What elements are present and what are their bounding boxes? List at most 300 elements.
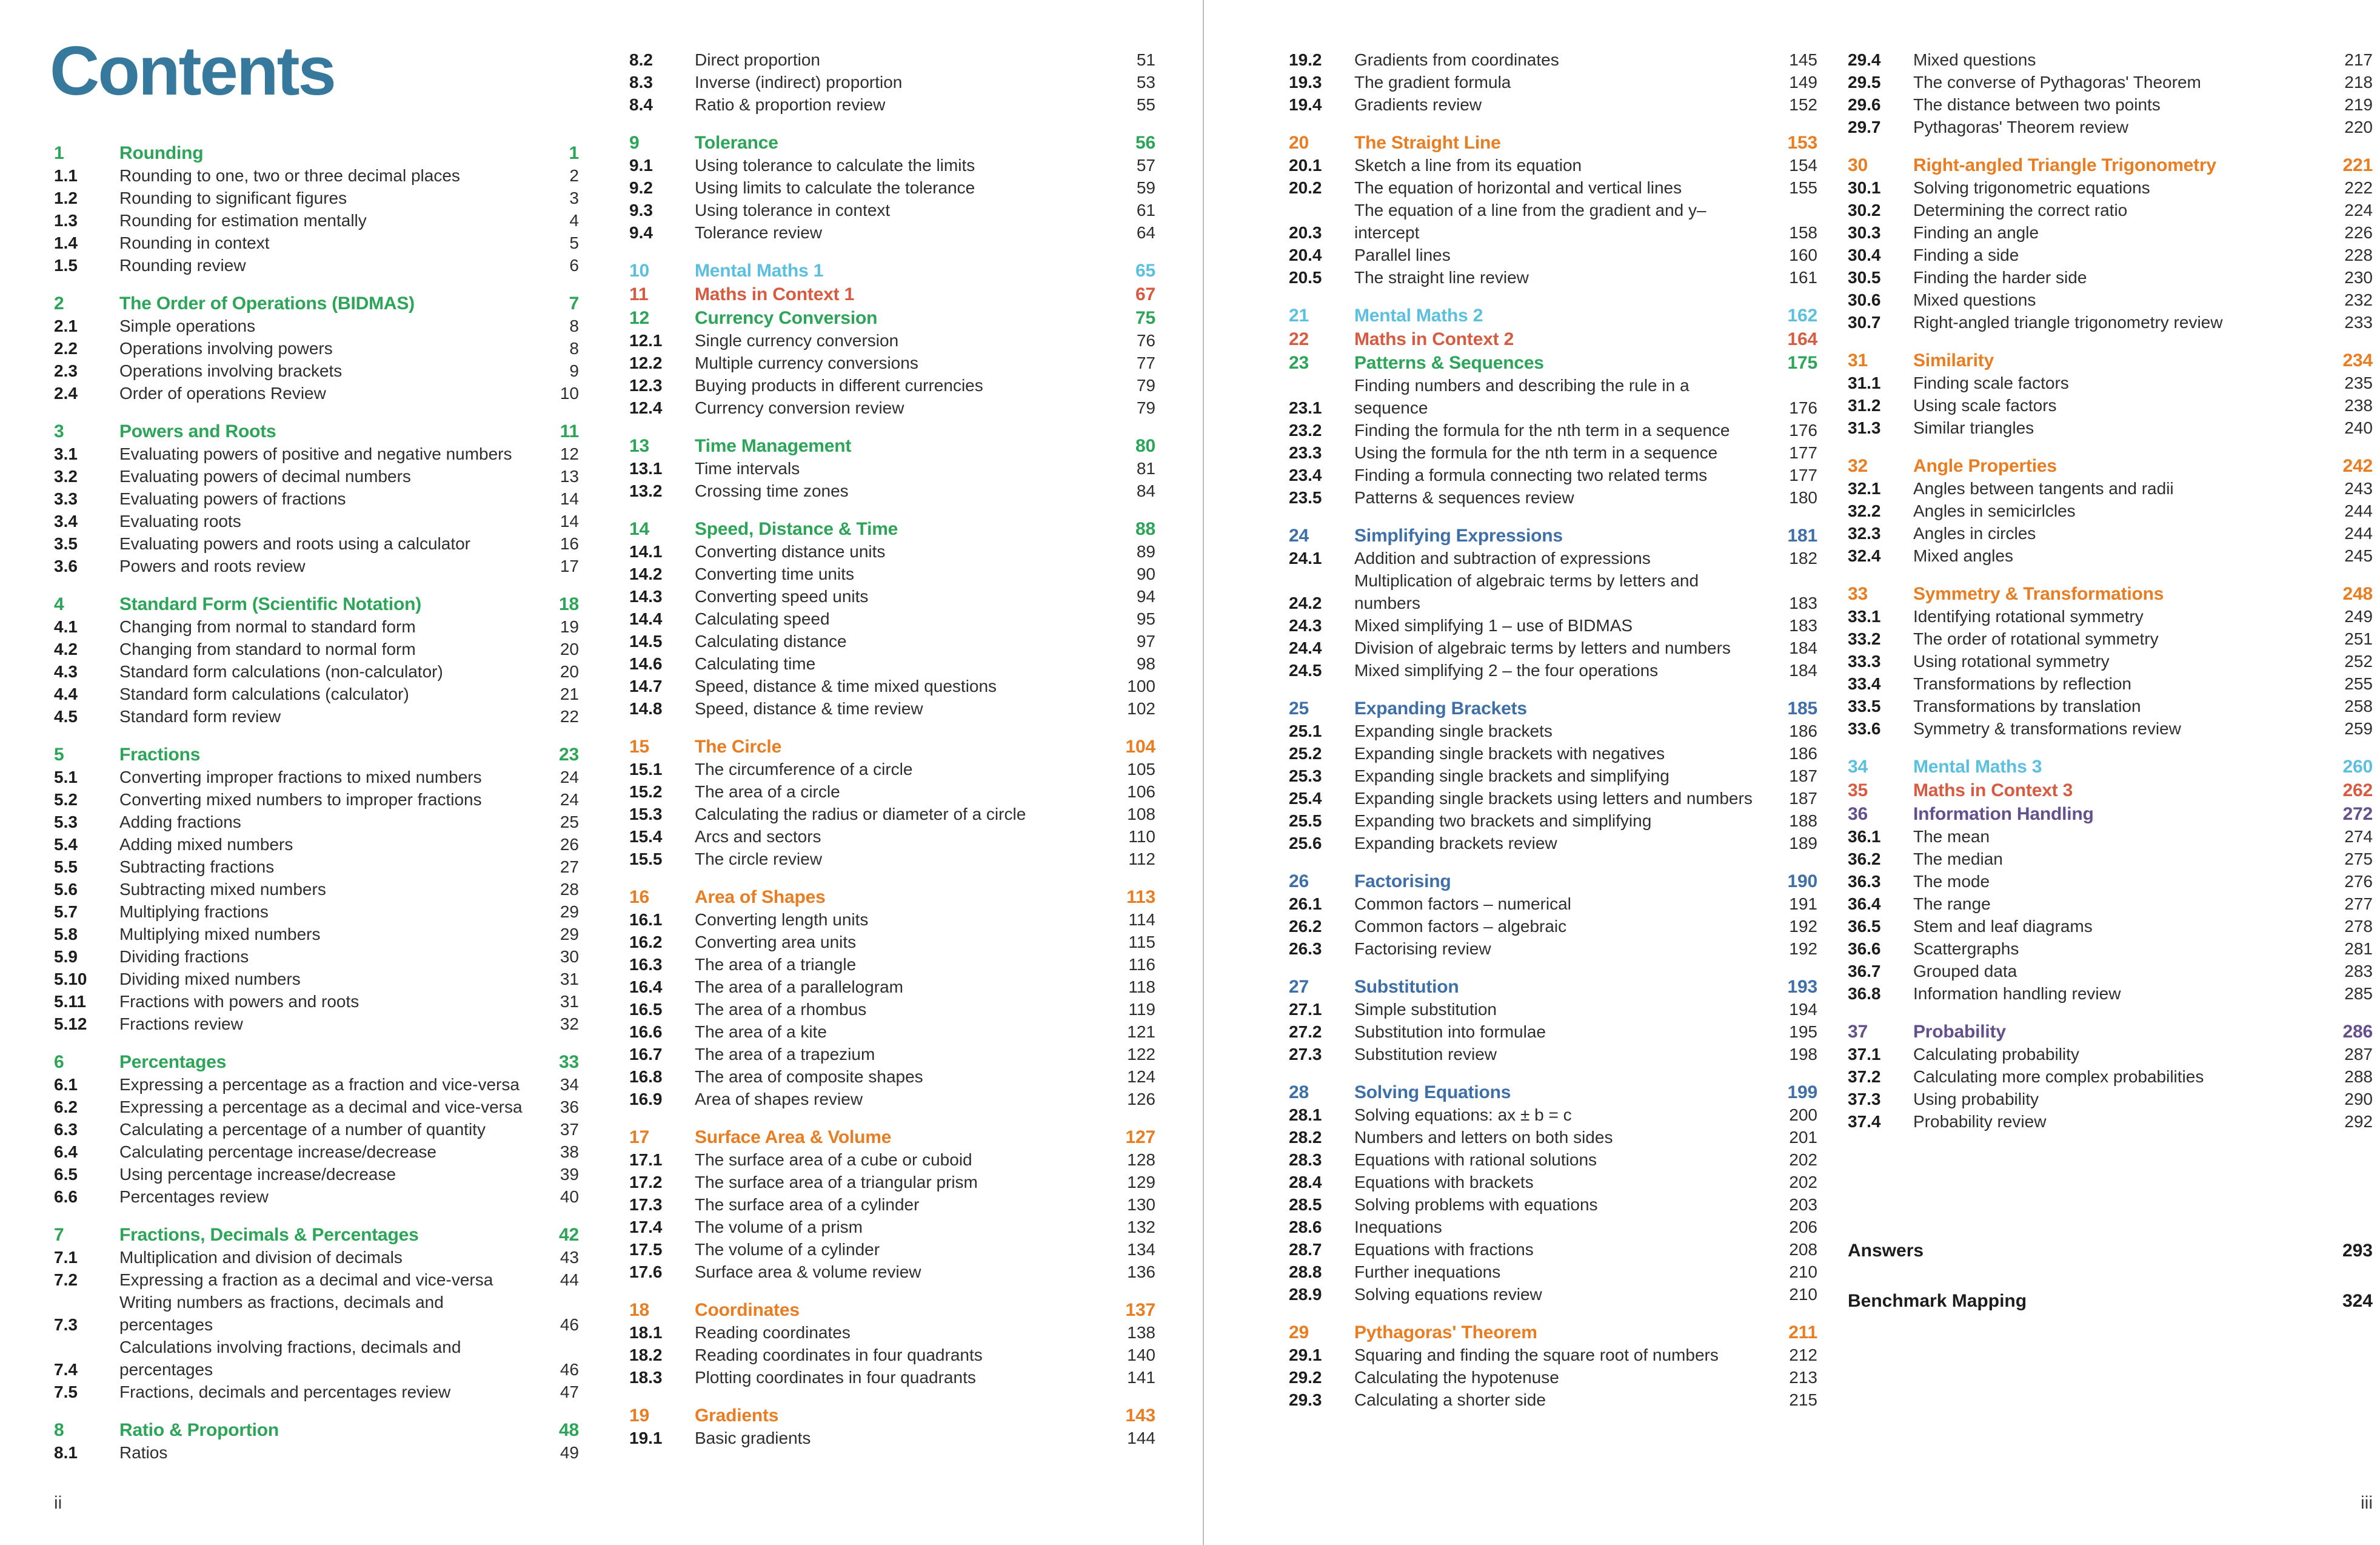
toc-entry-number: 23.1 — [1289, 398, 1322, 417]
toc-section-row — [1289, 1104, 1817, 1126]
toc-section-row — [629, 908, 1155, 931]
toc-section-row — [54, 1381, 579, 1403]
toc-entry-title: The area of a kite — [695, 1022, 827, 1041]
toc-entry-page: 220 — [2344, 118, 2373, 136]
toc-section-row — [1289, 915, 1817, 937]
toc-entry-page: 194 — [1789, 1000, 1817, 1019]
toc-entry-number: 5.8 — [54, 925, 78, 943]
toc-entry-number: 6.3 — [54, 1120, 78, 1139]
toc-entry-title: Multiplying mixed numbers — [119, 925, 321, 943]
toc-entry-page: 17 — [560, 557, 579, 575]
toc-entry-number: 37.4 — [1848, 1112, 1881, 1131]
toc-entry-number: 5 — [54, 745, 64, 765]
toc-entry-number: 30.5 — [1848, 268, 1881, 287]
toc-entry-number: 28.1 — [1289, 1105, 1322, 1124]
toc-entry-page: 98 — [1136, 654, 1155, 673]
toc-entry-number: 25.5 — [1289, 811, 1322, 830]
toc-entry-page: 143 — [1125, 1406, 1155, 1426]
toc-section-row — [1289, 419, 1817, 441]
toc-section-row — [629, 1261, 1155, 1283]
toc-entry-page: 7 — [569, 293, 579, 313]
toc-entry-page: 97 — [1136, 632, 1155, 651]
toc-entry-page: 274 — [2344, 827, 2373, 846]
toc-entry-number: 18.3 — [629, 1368, 663, 1387]
toc-entry-number: 3 — [54, 421, 64, 441]
toc-section-row — [1289, 809, 1817, 832]
toc-entry-page: 127 — [1125, 1127, 1155, 1147]
toc-section-row — [54, 1269, 579, 1291]
toc-entry-page: 128 — [1127, 1150, 1155, 1169]
toc-entry-title: Fractions review — [119, 1014, 243, 1033]
toc-section-row — [629, 540, 1155, 563]
toc-entry-number: 29.3 — [1289, 1390, 1322, 1409]
toc-entry-number: 16 — [629, 887, 649, 907]
toc-entry-title: Order of operations Review — [119, 384, 326, 403]
toc-entry-number: 5.11 — [54, 992, 86, 1011]
toc-entry-number: 14.2 — [629, 565, 663, 583]
toc-section-row — [54, 766, 579, 788]
toc-entry-page: 180 — [1789, 488, 1817, 507]
toc-entry-title: Standard form calculations (calculator) — [119, 685, 409, 703]
toc-entry-page: 24 — [560, 768, 579, 786]
toc-entry-page: 138 — [1127, 1323, 1155, 1342]
toc-entry-number: 14.4 — [629, 609, 663, 628]
toc-entry-title: Evaluating powers of positive and negative numbers — [119, 444, 512, 463]
toc-entry-page: 126 — [1127, 1090, 1155, 1108]
toc-section-row — [54, 254, 579, 276]
toc-section-row — [1848, 825, 2373, 848]
toc-entry-title: Determining the correct ratio — [1913, 201, 2128, 220]
toc-entry-page: 145 — [1789, 50, 1817, 69]
toc-entry-number: 28.4 — [1289, 1173, 1322, 1191]
toc-entry-number: 3.1 — [54, 444, 78, 463]
toc-entry-number: 12 — [629, 308, 649, 328]
toc-entry-title: Crossing time zones — [695, 481, 849, 500]
toc-section-row — [54, 660, 579, 683]
toc-entry-page: 31 — [560, 970, 579, 988]
toc-entry-title: Direct proportion — [695, 50, 820, 69]
toc-entry-page: 217 — [2344, 50, 2373, 69]
toc-entry-number: 32.1 — [1848, 479, 1881, 498]
toc-entry-page: 249 — [2344, 607, 2373, 626]
toc-section-row — [54, 510, 579, 532]
toc-entry-number: 29.5 — [1848, 73, 1881, 92]
toc-entry-title: Equations with fractions — [1354, 1240, 1534, 1259]
toc-entry-title: The gradient formula — [1354, 73, 1511, 92]
toc-section-row — [1289, 244, 1817, 266]
toc-section-row — [54, 811, 579, 833]
toc-entry-page: 40 — [560, 1187, 579, 1206]
toc-entry-number: 3.2 — [54, 467, 78, 486]
toc-entry-number: 16.3 — [629, 955, 663, 974]
toc-entry-title: Patterns & Sequences — [1354, 353, 1544, 373]
toc-section-row — [1848, 1088, 2373, 1110]
page-number-right: iii — [2361, 1493, 2373, 1513]
toc-entry-page: 228 — [2344, 246, 2373, 264]
toc-entry-title: Addition and subtraction of expressions — [1354, 549, 1651, 568]
toc-entry-number: 31.3 — [1848, 418, 1881, 437]
toc-entry-title: The volume of a cylinder — [695, 1240, 880, 1259]
toc-entry-number: 2 — [54, 293, 64, 313]
toc-entry-title: Probability review — [1913, 1112, 2047, 1131]
toc-section-row — [629, 825, 1155, 848]
toc-section-row — [629, 697, 1155, 720]
toc-section-row — [629, 374, 1155, 397]
toc-entry-title: Arcs and sectors — [695, 827, 821, 846]
toc-entry-title: Mental Maths 2 — [1354, 306, 1483, 326]
toc-entry-page: 24 — [560, 790, 579, 809]
toc-entry-number: 6.5 — [54, 1165, 78, 1184]
toc-entry-title: Mixed simplifying 2 – the four operations — [1354, 661, 1659, 680]
toc-entry-page: 192 — [1789, 917, 1817, 936]
toc-entry-page: 160 — [1789, 246, 1817, 264]
toc-entry-number: 8.1 — [54, 1443, 78, 1462]
toc-entry-title: Pythagoras' Theorem review — [1913, 118, 2128, 136]
toc-entry-number: 8.2 — [629, 50, 653, 69]
toc-entry-title: Patterns & sequences review — [1354, 488, 1574, 507]
toc-entry-number: 29.2 — [1289, 1368, 1322, 1387]
toc-entry-page: 30 — [560, 947, 579, 966]
toc-entry-page: 158 — [1789, 223, 1817, 242]
toc-section-row — [629, 1021, 1155, 1043]
toc-entry-number: 22 — [1289, 329, 1309, 349]
toc-section-row — [54, 638, 579, 660]
toc-entry-page: 75 — [1135, 308, 1155, 328]
toc-entry-number: 33.1 — [1848, 607, 1881, 626]
toc-section-row — [1289, 1216, 1817, 1238]
toc-entry-number: 3.4 — [54, 512, 78, 531]
toc-entry-page: 191 — [1789, 894, 1817, 913]
toc-entry-title: Stem and leaf diagrams — [1913, 917, 2093, 936]
toc-entry-page: 14 — [560, 512, 579, 531]
toc-entry-page: 81 — [1136, 459, 1155, 478]
toc-section-row — [1848, 960, 2373, 982]
toc-entry-page: 112 — [1128, 850, 1155, 868]
toc-entry-page: 20 — [560, 662, 579, 681]
toc-section-row — [629, 998, 1155, 1021]
toc-entry-page: 187 — [1789, 789, 1817, 808]
toc-entry-title: Mixed questions — [1913, 290, 2036, 309]
toc-entry-title: Information Handling — [1913, 804, 2094, 824]
toc-section-row — [1289, 1283, 1817, 1305]
toc-entry-number: 28 — [1289, 1082, 1309, 1102]
toc-entry-page: 129 — [1127, 1173, 1155, 1191]
toc-entry-number: 5.10 — [54, 970, 87, 988]
toc-entry-title: Mental Maths 1 — [695, 261, 824, 281]
toc-entry-page: 104 — [1125, 737, 1155, 757]
toc-section-row — [1848, 848, 2373, 870]
toc-section-row — [54, 443, 579, 465]
toc-section-row — [1289, 1126, 1817, 1148]
toc-section-row — [1848, 394, 2373, 417]
toc-chapter-row — [629, 1126, 1155, 1148]
toc-section-row — [54, 1013, 579, 1035]
toc-section-row — [54, 788, 579, 811]
toc-entry-title: Powers and roots review — [119, 557, 306, 575]
toc-entry-page: 79 — [1136, 376, 1155, 395]
toc-entry-number: 36.1 — [1848, 827, 1881, 846]
toc-entry-page: 208 — [1789, 1240, 1817, 1259]
toc-section-row — [1289, 547, 1817, 569]
toc-entry-number: 5.7 — [54, 902, 78, 921]
toc-entry-number: 15.2 — [629, 782, 663, 801]
toc-entry-title: Expanding Brackets — [1354, 699, 1527, 719]
toc-section-row — [1289, 93, 1817, 116]
toc-entry-title: Equations with brackets — [1354, 1173, 1534, 1191]
toc-entry-title: Simple operations — [119, 317, 256, 335]
toc-entry-number: 3.5 — [54, 534, 78, 553]
toc-section-row — [1289, 1043, 1817, 1065]
toc-entry-page: 102 — [1127, 699, 1155, 718]
toc-entry-page: 290 — [2344, 1090, 2373, 1108]
toc-entry-title: Calculating percentage increase/decrease — [119, 1142, 436, 1161]
toc-entry-number: 21 — [1289, 306, 1309, 326]
toc-section-row — [1289, 937, 1817, 960]
toc-entry-title: The Straight Line — [1354, 133, 1501, 153]
toc-section-row — [629, 1148, 1155, 1171]
toc-entry-title: Expanding brackets review — [1354, 834, 1557, 853]
toc-entry-title: Right-angled Triangle Trigonometry — [1913, 155, 2216, 175]
toc-entry-number: 37.1 — [1848, 1045, 1881, 1064]
toc-entry-title: Mixed angles — [1913, 546, 2013, 565]
toc-section-row — [1848, 717, 2373, 740]
toc-section-row — [629, 976, 1155, 998]
toc-entry-title: Rounding to significant figures — [119, 189, 347, 207]
toc-entry-number: 26.1 — [1289, 894, 1322, 913]
toc-chapter-row — [629, 886, 1155, 908]
toc-entry-page: 190 — [1787, 871, 1817, 891]
page-title: Contents — [50, 33, 335, 110]
toc-entry-page: 29 — [560, 925, 579, 943]
toc-entry-number: 17 — [629, 1127, 649, 1147]
toc-entry-title: Benchmark Mapping — [1848, 1291, 2027, 1311]
toc-entry-number: 18 — [629, 1300, 649, 1320]
toc-entry-title: The surface area of a cylinder — [695, 1195, 920, 1214]
toc-entry-title: Calculating a shorter side — [1354, 1390, 1546, 1409]
toc-entry-number: 5.5 — [54, 857, 78, 876]
toc-section-row — [54, 1185, 579, 1208]
toc-section-row — [629, 329, 1155, 352]
toc-entry-page: 287 — [2344, 1045, 2373, 1064]
toc-section-row — [629, 397, 1155, 419]
toc-entry-title: Percentages — [119, 1052, 227, 1072]
toc-entry-number: 33.2 — [1848, 629, 1881, 648]
toc-section-row — [1289, 199, 1817, 244]
toc-section-row — [1289, 614, 1817, 637]
toc-entry-title: Parallel lines — [1354, 246, 1451, 264]
toc-entry-title: Converting improper fractions to mixed numbers — [119, 768, 482, 786]
toc-entry-title: Converting length units — [695, 910, 869, 929]
toc-entry-title: Percentages review — [119, 1187, 269, 1206]
toc-chapter-row — [54, 743, 579, 766]
toc-entry-number: 4.4 — [54, 685, 78, 703]
toc-entry-page: 61 — [1136, 201, 1155, 220]
toc-entry-number: 24.5 — [1289, 661, 1322, 680]
toc-entry-number: 6.1 — [54, 1075, 78, 1094]
toc-entry-number: 13.2 — [629, 481, 663, 500]
toc-entry-number: 32.2 — [1848, 501, 1881, 520]
toc-entry-title: Numbers and letters on both sides — [1354, 1128, 1613, 1147]
toc-chapter-row — [1289, 328, 1817, 350]
toc-entry-number: 16.5 — [629, 1000, 663, 1019]
toc-entry-title: Angles between tangents and radii — [1913, 479, 2174, 498]
toc-entry-title: Calculating a percentage of a number of quantity — [119, 1120, 486, 1139]
toc-section-row — [1289, 176, 1817, 199]
toc-section-row — [1289, 787, 1817, 809]
toc-section-row — [1289, 569, 1817, 614]
toc-entry-title: Reading coordinates — [695, 1323, 851, 1342]
toc-entry-title: Plotting coordinates in four quadrants — [695, 1368, 976, 1387]
toc-entry-page: 176 — [1789, 421, 1817, 440]
toc-entry-number: 1 — [54, 143, 64, 163]
toc-section-row — [1848, 500, 2373, 522]
toc-entry-number: 14.5 — [629, 632, 663, 651]
toc-entry-title: The straight line review — [1354, 268, 1529, 287]
toc-entry-page: 183 — [1789, 616, 1817, 635]
toc-entry-title: Buying products in different currencies — [695, 376, 983, 395]
toc-entry-page: 248 — [2342, 584, 2373, 604]
toc-entry-page: 65 — [1135, 261, 1155, 281]
toc-entry-title: Using rotational symmetry — [1913, 652, 2110, 671]
toc-entry-page: 136 — [1127, 1262, 1155, 1281]
toc-entry-number: 31.1 — [1848, 374, 1881, 392]
toc-entry-number: 24.2 — [1289, 594, 1322, 612]
toc-entry-number: 9.3 — [629, 201, 653, 220]
toc-entry-title: Adding fractions — [119, 813, 241, 831]
toc-entry-title: Coordinates — [695, 1300, 800, 1320]
toc-entry-number: 25.1 — [1289, 722, 1322, 740]
toc-entry-number: 29.6 — [1848, 95, 1881, 114]
toc-entry-page: 235 — [2344, 374, 2373, 392]
toc-entry-page: 260 — [2342, 757, 2373, 777]
toc-section-row — [1289, 659, 1817, 682]
toc-entry-title: Squaring and finding the square root of numbers — [1354, 1346, 1719, 1364]
toc-entry-page: 18 — [559, 594, 579, 614]
toc-chapter-row — [629, 283, 1155, 306]
toc-entry-number: 19.2 — [1289, 50, 1322, 69]
toc-entry-title: The equation of a line from the gradient and y–intercept — [1354, 201, 1706, 242]
toc-entry-number: 1.2 — [54, 189, 78, 207]
toc-section-row — [1848, 937, 2373, 960]
toc-entry-page: 203 — [1789, 1195, 1817, 1214]
toc-entry-number: 2.2 — [54, 339, 78, 358]
toc-entry-number: 30 — [1848, 155, 1868, 175]
toc-entry-title: Calculating probability — [1913, 1045, 2079, 1064]
toc-entry-page: 175 — [1787, 353, 1817, 373]
toc-section-row — [54, 705, 579, 728]
toc-entry-number: 14.1 — [629, 542, 663, 561]
toc-entry-page: 49 — [560, 1443, 579, 1462]
toc-entry-page: 124 — [1127, 1067, 1155, 1086]
toc-entry-title: Operations involving powers — [119, 339, 333, 358]
toc-entry-title: Multiplying fractions — [119, 902, 269, 921]
toc-entry-title: Calculating distance — [695, 632, 847, 651]
toc-entry-page: 244 — [2344, 524, 2373, 543]
toc-entry-page: 23 — [559, 745, 579, 765]
toc-entry-page: 132 — [1127, 1218, 1155, 1236]
toc-entry-number: 33.4 — [1848, 674, 1881, 693]
toc-entry-title: Common factors – algebraic — [1354, 917, 1567, 936]
toc-entry-number: 17.4 — [629, 1218, 663, 1236]
toc-entry-number: 17.6 — [629, 1262, 663, 1281]
toc-chapter-row — [1848, 583, 2373, 605]
toc-entry-number: 24.4 — [1289, 638, 1322, 657]
toc-chapter-row — [54, 1419, 579, 1441]
toc-entry-number: 20 — [1289, 133, 1309, 153]
toc-section-row — [1848, 915, 2373, 937]
toc-entry-title: Evaluating powers of decimal numbers — [119, 467, 411, 486]
toc-entry-number: 36.4 — [1848, 894, 1881, 913]
toc-entry-title: Expanding two brackets and simplifying — [1354, 811, 1652, 830]
toc-column-2 — [629, 49, 1155, 1449]
toc-entry-number: 20.2 — [1289, 178, 1322, 197]
toc-entry-page: 84 — [1136, 481, 1155, 500]
toc-section-row — [629, 1366, 1155, 1389]
toc-section-row — [54, 1073, 579, 1096]
toc-entry-page: 184 — [1789, 638, 1817, 657]
toc-entry-page: 187 — [1789, 766, 1817, 785]
toc-entry-number: 5.1 — [54, 768, 78, 786]
toc-entry-number: 9.4 — [629, 223, 653, 242]
toc-entry-title: Factorising review — [1354, 939, 1491, 958]
toc-entry-number: 30.4 — [1848, 246, 1881, 264]
toc-entry-title: Tolerance review — [695, 223, 823, 242]
toc-entry-title: Substitution — [1354, 977, 1459, 997]
toc-section-row — [1289, 1261, 1817, 1283]
toc-entry-title: The area of composite shapes — [695, 1067, 923, 1086]
toc-entry-title: Symmetry & transformations review — [1913, 719, 2181, 738]
toc-entry-page: 226 — [2344, 223, 2373, 242]
toc-section-row — [54, 1096, 579, 1118]
toc-entry-title: Solving equations review — [1354, 1285, 1542, 1304]
toc-entry-number: 31 — [1848, 350, 1868, 370]
toc-entry-title: Expanding single brackets using letters and numbers — [1354, 789, 1753, 808]
toc-section-row — [1289, 266, 1817, 289]
toc-entry-page: 95 — [1136, 609, 1155, 628]
toc-entry-title: Fractions, decimals and percentages review — [119, 1382, 451, 1401]
toc-section-row — [1848, 176, 2373, 199]
toc-entry-page: 8 — [569, 339, 579, 358]
toc-entry-title: Currency Conversion — [695, 308, 878, 328]
toc-entry-title: Single currency conversion — [695, 331, 899, 350]
toc-entry-title: Multiplication of algebraic terms by letters and numbers — [1354, 571, 1699, 612]
toc-entry-number: 6.2 — [54, 1098, 78, 1116]
toc-chapter-row — [629, 132, 1155, 154]
toc-section-row — [54, 382, 579, 404]
toc-section-row — [1289, 1021, 1817, 1043]
toc-entry-page: 262 — [2342, 780, 2373, 800]
toc-entry-page: 182 — [1789, 549, 1817, 568]
toc-entry-page: 215 — [1789, 1390, 1817, 1409]
toc-section-row — [629, 480, 1155, 502]
toc-section-row — [1848, 221, 2373, 244]
toc-entry-page: 162 — [1787, 306, 1817, 326]
toc-section-row — [1289, 374, 1817, 419]
toc-entry-number: 33 — [1848, 584, 1868, 604]
toc-entry-number: 9 — [629, 133, 640, 153]
toc-section-row — [629, 1043, 1155, 1065]
toc-section-row — [1289, 464, 1817, 486]
toc-section-row — [1848, 650, 2373, 672]
toc-chapter-row — [1289, 976, 1817, 998]
toc-entry-number: 23.3 — [1289, 443, 1322, 462]
toc-entry-title: Finding the harder side — [1913, 268, 2087, 287]
toc-section-row — [629, 1193, 1155, 1216]
toc-entry-number: 7 — [54, 1225, 64, 1245]
toc-entry-page: 42 — [559, 1225, 579, 1245]
toc-section-row — [1848, 289, 2373, 311]
toc-entry-page: 234 — [2342, 350, 2373, 370]
